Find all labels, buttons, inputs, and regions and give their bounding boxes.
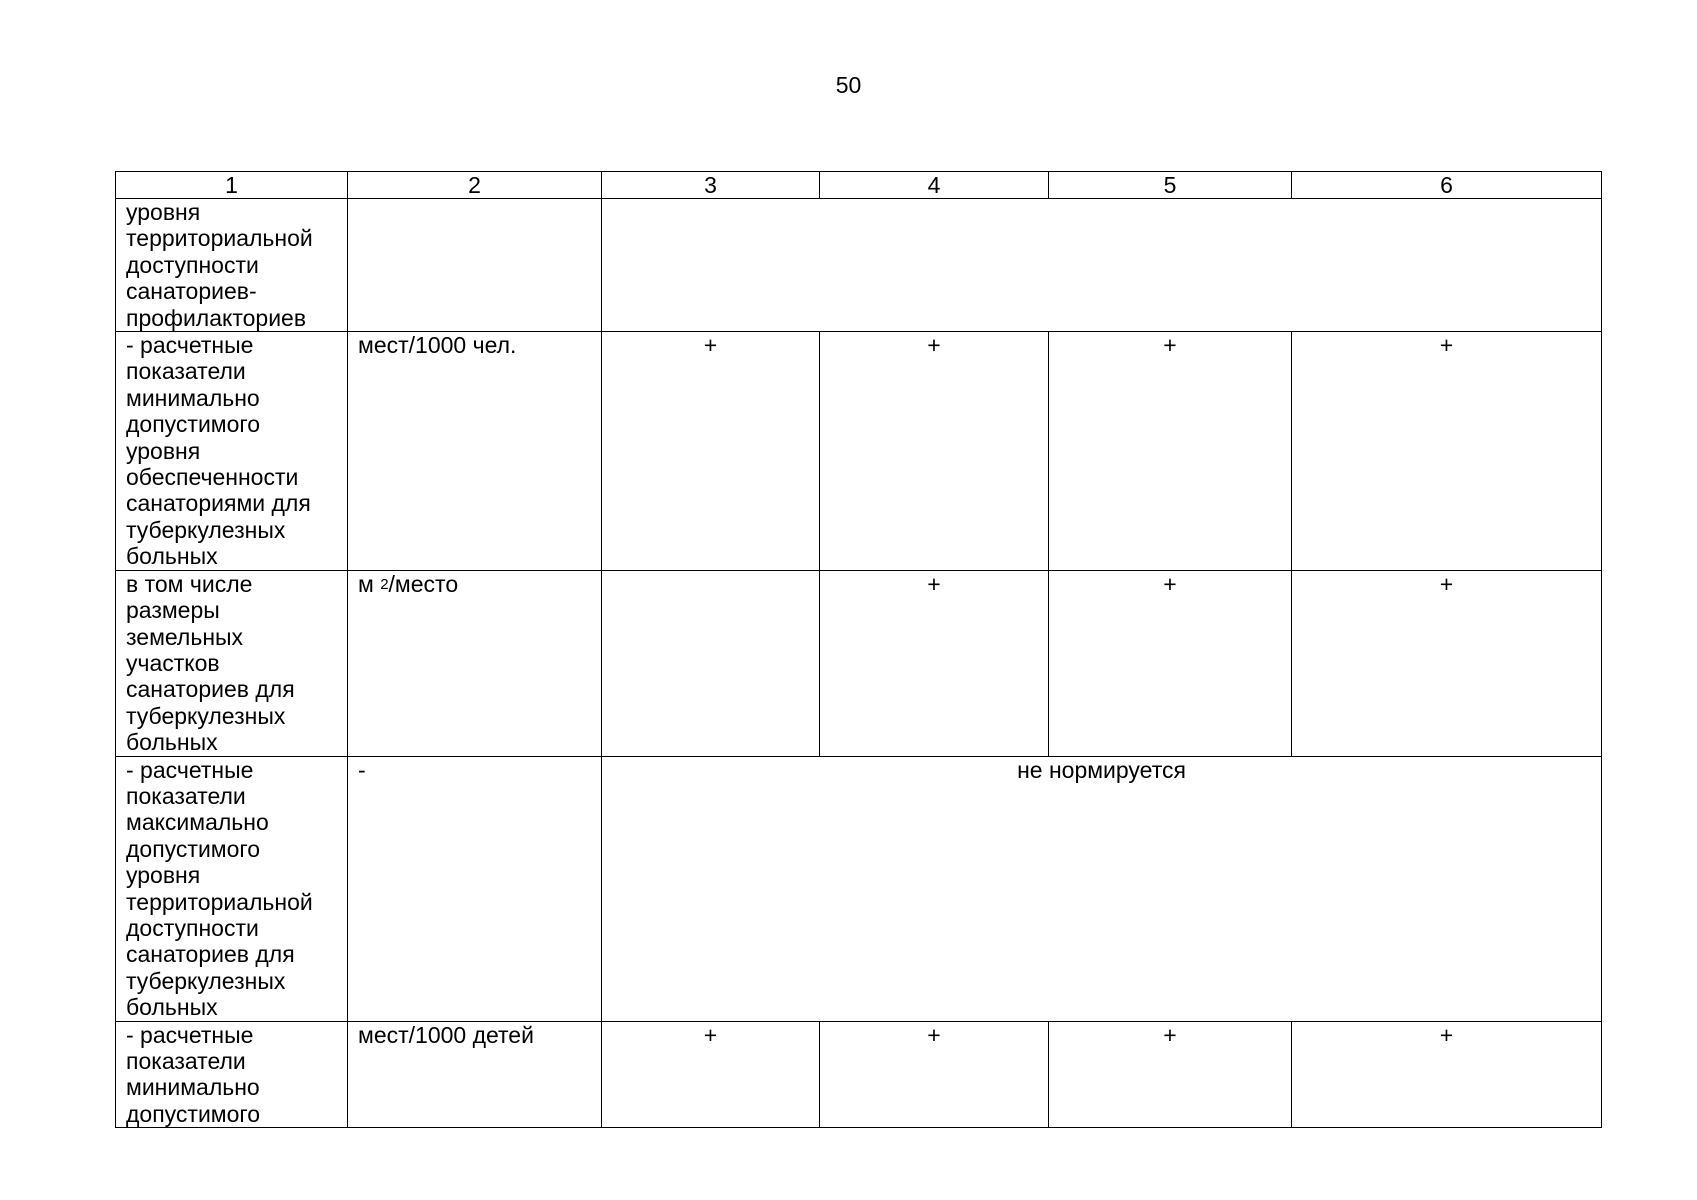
value-cell: + xyxy=(602,1021,820,1128)
norms-table xyxy=(115,171,1602,1128)
column-header: 2 xyxy=(348,172,602,199)
unit-cell: - xyxy=(348,756,602,1021)
indicator-label: - расчетные показатели максимально допустимого уровня территориальной доступности санаториев для туберкулезных больных xyxy=(116,756,348,1021)
unit-superscript: 2 xyxy=(380,575,389,593)
value-cell: + xyxy=(820,1021,1049,1128)
unit-cell xyxy=(348,570,602,756)
indicator-label: в том числе размеры земельных участков санаториев для туберкулезных больных xyxy=(116,570,348,756)
value-cell: + xyxy=(1049,1021,1292,1128)
table-header-row xyxy=(116,172,1602,199)
value-cell xyxy=(602,570,820,756)
value-cell: + xyxy=(820,570,1049,756)
unit-text: /место xyxy=(388,570,459,597)
column-header: 6 xyxy=(1292,172,1602,199)
value-cell: + xyxy=(1049,570,1292,756)
column-header: 3 xyxy=(602,172,820,199)
value-cell: + xyxy=(1292,1021,1602,1128)
unit-cell: мест/1000 чел. xyxy=(348,332,602,571)
value-cell: + xyxy=(820,332,1049,571)
page-number: 50 xyxy=(835,72,862,98)
value-cell: + xyxy=(1292,570,1602,756)
value-cell xyxy=(602,199,1602,332)
table-row xyxy=(116,332,1602,571)
table-row xyxy=(116,756,1602,1021)
column-header: 4 xyxy=(820,172,1049,199)
value-cell: + xyxy=(1292,332,1602,571)
indicator-label: - расчетные показатели минимально допустимого xyxy=(116,1021,348,1128)
unit-cell xyxy=(348,199,602,332)
unit-cell: мест/1000 детей xyxy=(348,1021,602,1128)
unit-text: м xyxy=(358,570,381,597)
value-cell: + xyxy=(602,332,820,571)
table-row xyxy=(116,1021,1602,1128)
column-header: 5 xyxy=(1049,172,1292,199)
indicator-label: уровня территориальной доступности санаториев- профилакториев xyxy=(116,199,348,332)
indicator-label: - расчетные показатели минимально допустимого уровня обеспеченности санаториями для туберкулезных больных xyxy=(116,332,348,571)
value-cell: + xyxy=(1049,332,1292,571)
table-row xyxy=(116,570,1602,756)
column-header: 1 xyxy=(116,172,348,199)
merged-value-cell: не нормируется xyxy=(602,756,1602,1021)
table-row xyxy=(116,199,1602,332)
